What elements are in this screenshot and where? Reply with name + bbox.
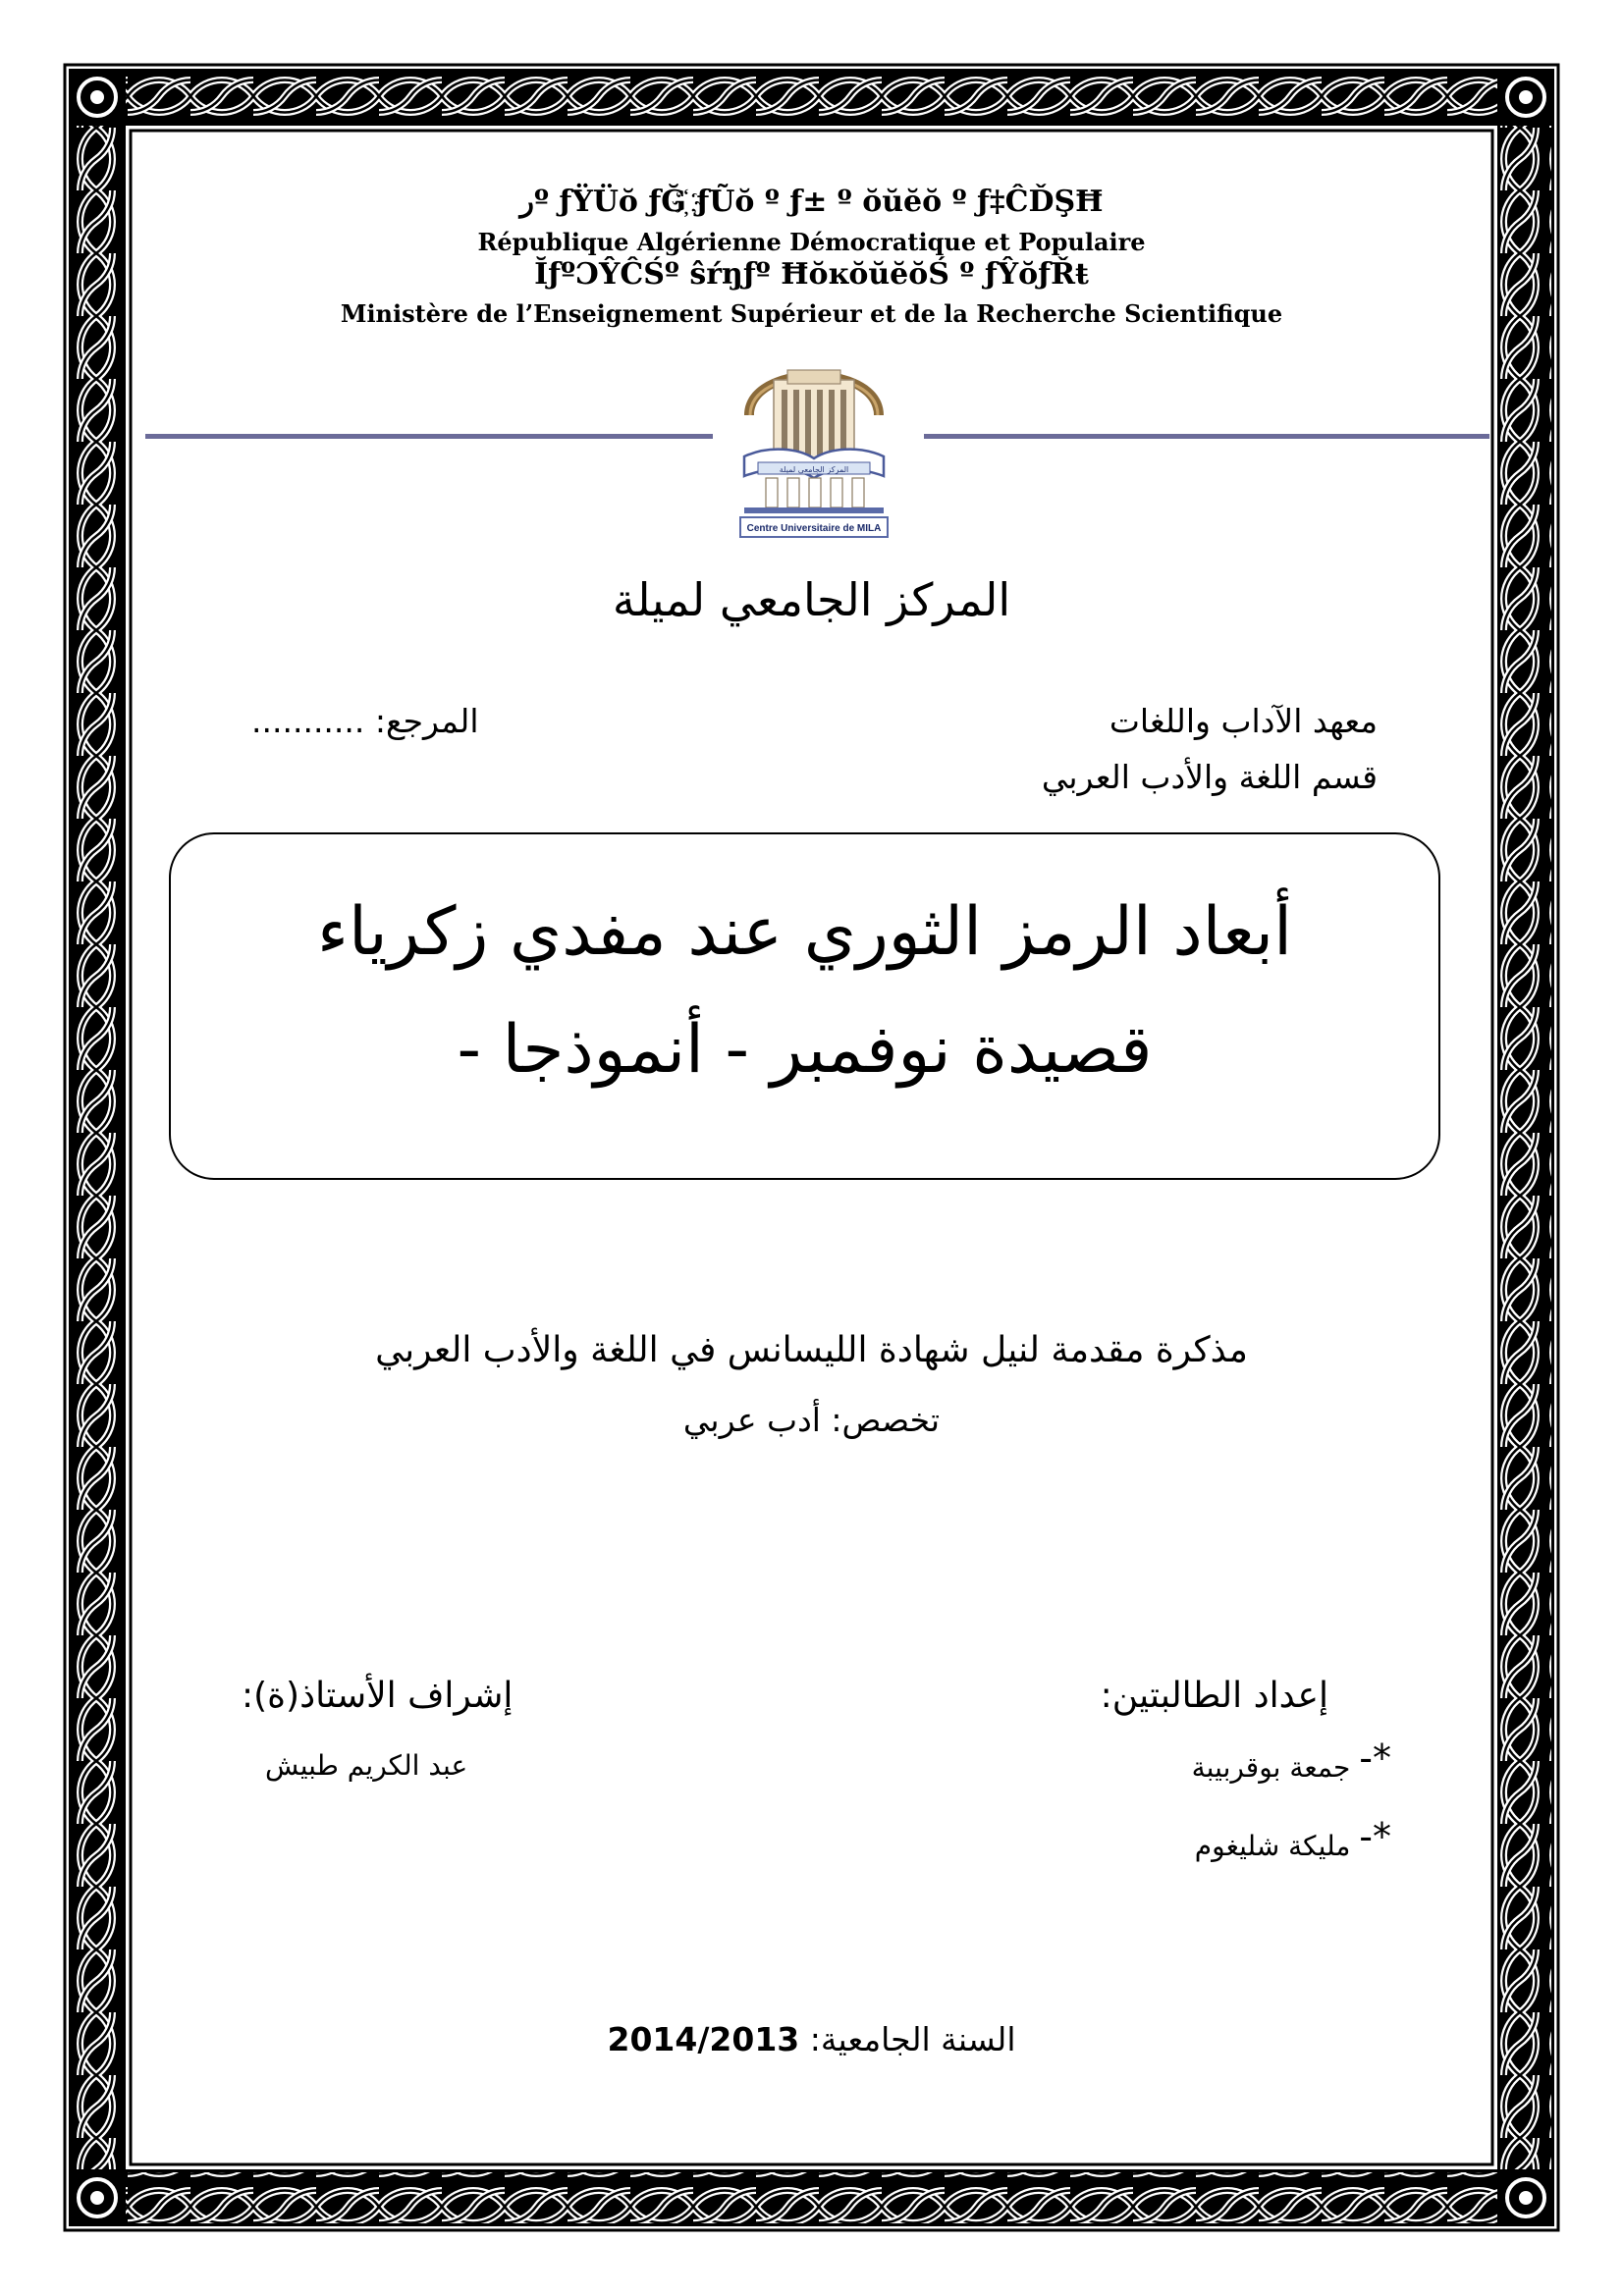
header-republic-french: République Algérienne Démocratique et Populaire	[477, 228, 1146, 256]
reference-field	[251, 702, 478, 740]
reference-value: ...........	[251, 702, 365, 740]
bullet-marker: *-	[1359, 1736, 1391, 1780]
university-logo	[730, 347, 897, 543]
header-republic-arabic: ﺭº ƒŸÜŏ ƒĞ҉ ƒŨŏ º ƒ± º ŏŭĕŏ º ƒ‡ĈĎŞĦ	[519, 185, 1104, 219]
academic-year	[0, 2020, 1623, 2058]
thesis-title-box	[169, 832, 1440, 1180]
header-ministry-arabic: ĬƒºƆŶĈŚº ŝŕŋƒº ĦŏĸŏŭĕŏŚ º ƒŶŏƒŘŧ	[534, 257, 1089, 292]
bullet-marker: *-	[1359, 1815, 1391, 1858]
student-name	[1191, 1736, 1391, 1786]
right-divider-rule	[924, 434, 1489, 439]
header-ministry-french: Ministère de l’Enseignement Supérieur et de la Recherche Scientifique	[340, 299, 1283, 328]
logo-caption: Centre Universitaire de MILA	[746, 523, 882, 534]
academic-year-label: السنة الجامعية:	[809, 2020, 1016, 2058]
department-name: قسم اللغة والأدب العربي	[1041, 758, 1378, 796]
academic-year-value: 2014/2013	[607, 2020, 800, 2058]
supervisor-name: عبد الكريم طبيش	[265, 1749, 468, 1782]
supervisor-label: إشراف الأستاذ(ة):	[242, 1676, 514, 1716]
institute-name: معهد الآداب واللغات	[1109, 702, 1378, 740]
memo-description: مذكرة مقدمة لنيل شهادة الليسانس في اللغة والأدب العربي	[375, 1330, 1248, 1370]
reference-label: المرجع:	[374, 702, 479, 740]
student-name-text: جمعة بوقربيبة	[1191, 1751, 1351, 1784]
thesis-title-line-1: أبعاد الرمز الثوري عند مفدي زكرياء	[317, 893, 1292, 971]
student-name-text: مليكة شليغوم	[1194, 1830, 1351, 1862]
prepared-by-label: إعداد الطالبتين:	[1100, 1676, 1328, 1716]
specialty: تخصص: أدب عربي	[682, 1401, 941, 1439]
logo-banner-text: المركز الجامعي لميلة	[779, 465, 849, 474]
center-name: المركز الجامعي لميلة	[612, 573, 1011, 626]
thesis-title-line-2: قصيدة نوفمبر - أنموذجا -	[457, 1011, 1153, 1089]
left-divider-rule	[145, 434, 713, 439]
student-name	[1194, 1815, 1391, 1864]
